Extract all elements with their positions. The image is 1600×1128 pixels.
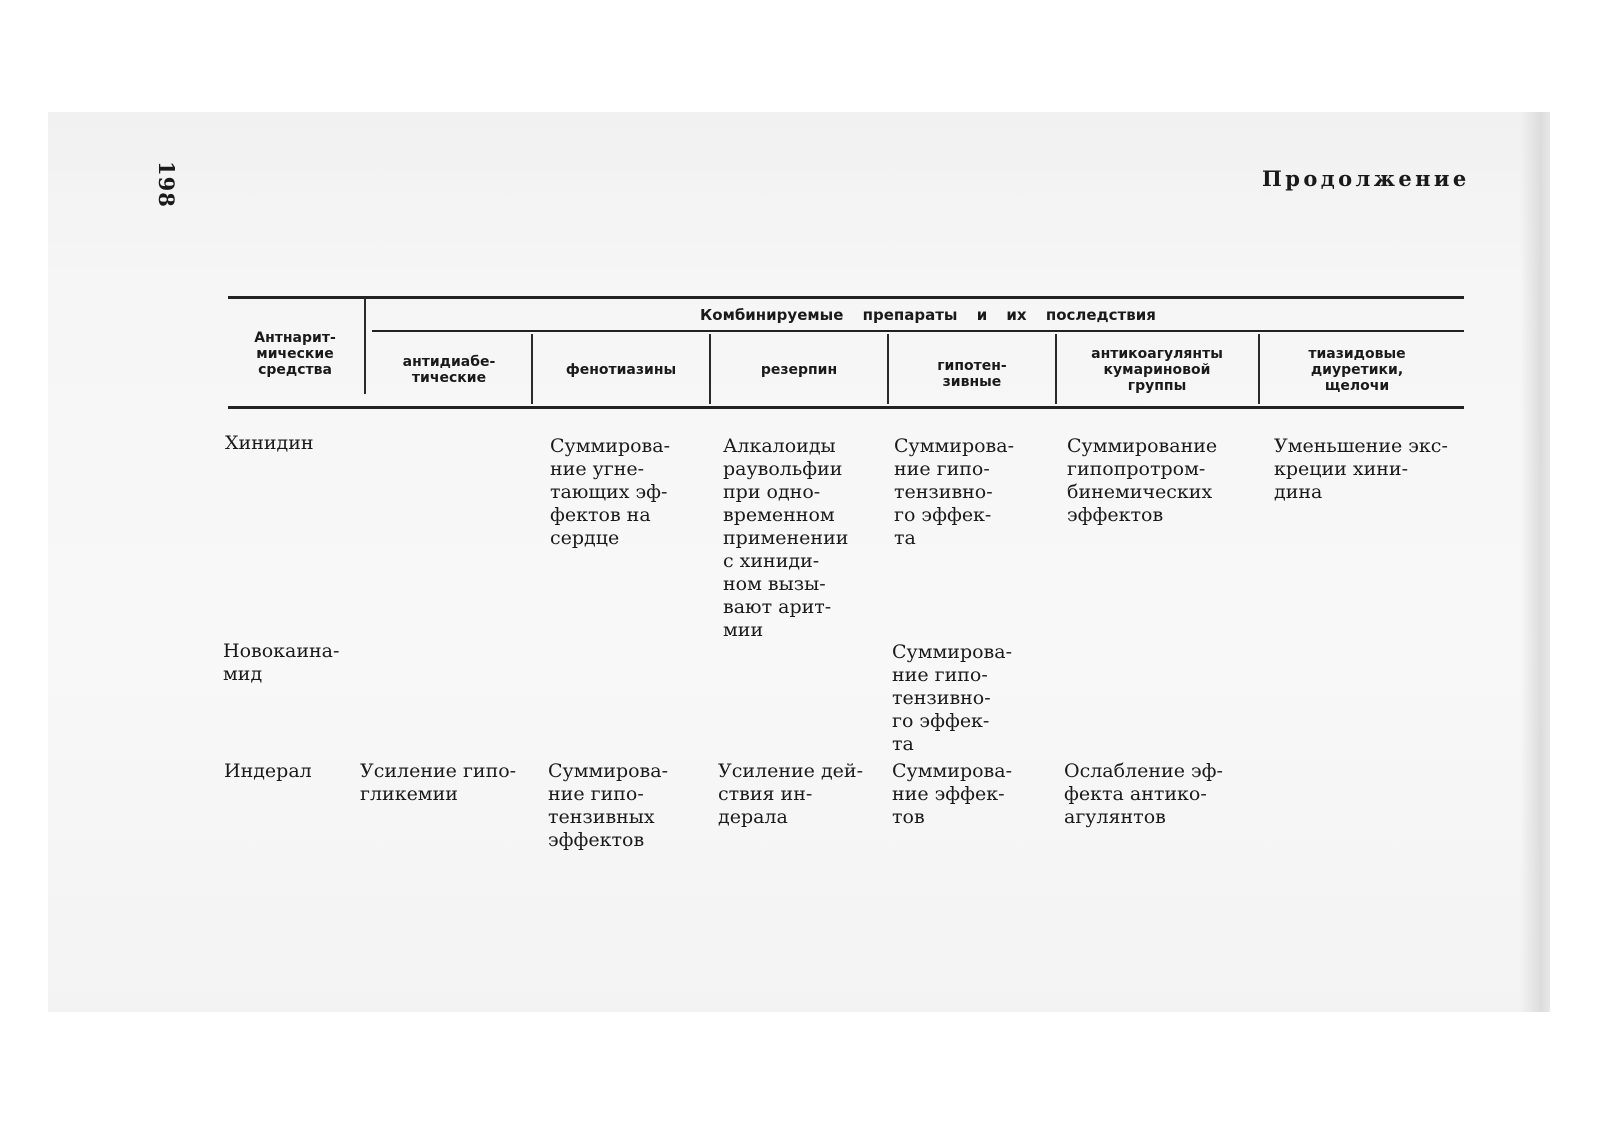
table-cell: Суммирова- ние эффек- тов xyxy=(892,760,1012,828)
table-cell: Суммирова- ние гипо- тензивно- го эффек- та xyxy=(892,641,1012,755)
row-label-inderal: Индерал xyxy=(224,760,312,782)
table-cell: Усиление гипо- гликемии xyxy=(360,760,517,805)
table-top-rule xyxy=(228,296,1464,299)
scan-shadow-edge xyxy=(1520,112,1550,1012)
table-cell: Суммирова- ние гипо- тензивных эффектов xyxy=(548,760,668,851)
continuation-label: Продолжение xyxy=(1262,166,1470,191)
table-cell: Суммирова- ние гипо- тензивно- го эффек- та xyxy=(894,435,1014,549)
group-header: Комбинируемые препараты и их последствия xyxy=(700,306,1156,324)
page-number: 198 xyxy=(154,161,179,208)
table-cell: Усиление дей- ствия ин- дерала xyxy=(718,760,863,828)
table-cell: Ослабление эф- фекта антико- агулянтов xyxy=(1064,760,1223,828)
header-bottom-rule xyxy=(228,406,1464,409)
column-divider-4 xyxy=(887,334,889,404)
column-header-reserpine: резерпин xyxy=(760,362,838,378)
row-header-label: Антнарит- мические средства xyxy=(254,330,336,378)
column-header-thiazide-diuretics: тиазидовые диуретики, щелочи xyxy=(1308,346,1406,394)
row-label-quinidine: Хинидин xyxy=(225,432,314,454)
column-header-hypotensive: гипотен- зивные xyxy=(937,358,1007,390)
column-header-anticoagulants: антикоагулянты кумариновой группы xyxy=(1091,346,1223,394)
row-label-procainamide: Новокаина- мид xyxy=(223,640,340,685)
column-divider-5 xyxy=(1055,334,1057,404)
column-divider-3 xyxy=(709,334,711,404)
group-header-rule xyxy=(372,330,1464,332)
column-header-antidiabetic: антидиабе- тические xyxy=(402,354,496,386)
table-cell: Уменьшение экс- креции хини- дина xyxy=(1274,435,1448,503)
column-divider-1 xyxy=(364,298,366,394)
table-cell: Суммирова- ние угне- тающих эф- фектов на сердце xyxy=(550,435,670,549)
column-header-phenothiazines: фенотиазины xyxy=(565,362,677,378)
table-cell: Алкалоиды раувольфии при одно- временном применении с хиниди- ном вызы- вают арит- мии xyxy=(723,435,849,641)
table-cell: Суммирование гипопротром- бинемических эффектов xyxy=(1067,435,1218,526)
column-divider-6 xyxy=(1258,334,1260,404)
column-divider-2 xyxy=(531,334,533,404)
